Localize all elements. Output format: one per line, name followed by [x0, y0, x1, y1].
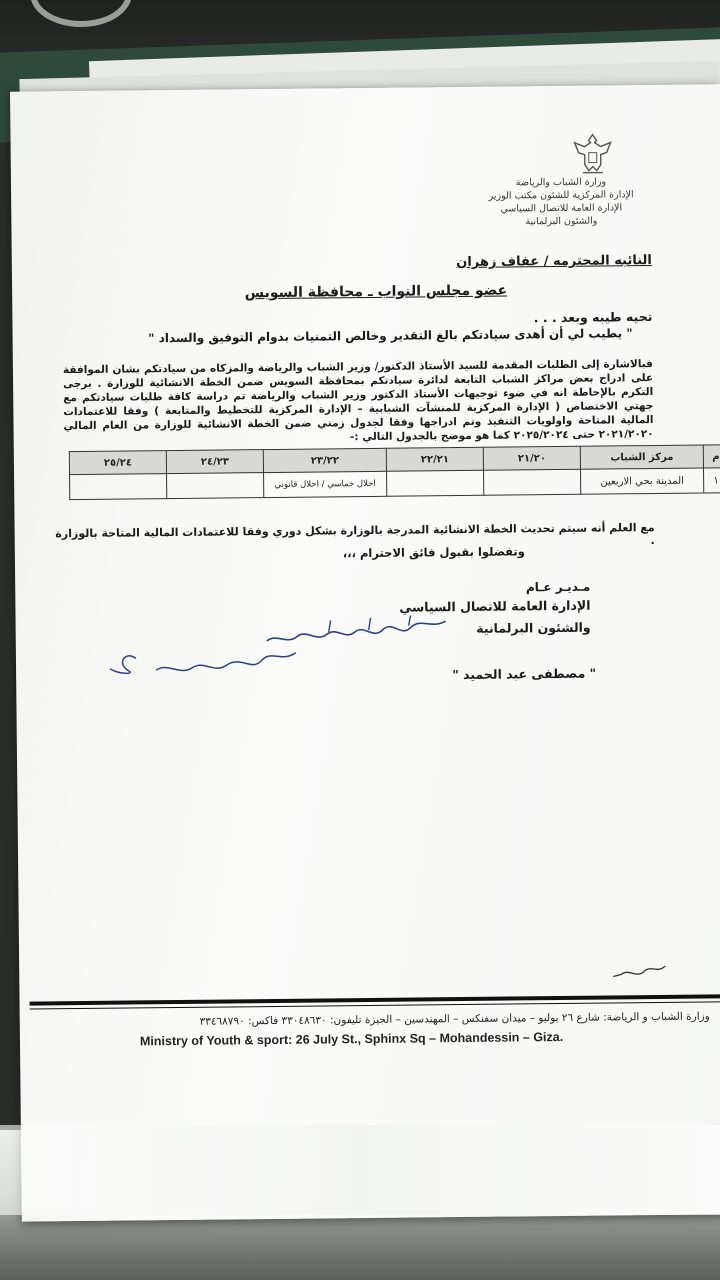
- table-cell: [167, 473, 264, 499]
- column-header: ٢٤/٢٣: [166, 450, 263, 474]
- footer-address-english: Ministry of Youth & sport: 26 July St., Sphinx Sq – Mohandessin – Giza.: [139, 1029, 564, 1049]
- note-text: مع العلم أنه سيتم تحديث الخطة الانشائية المدرجة بالوزارة بشكل دوري وفقا للاعتمادات المالية المتاحة بالوزارة .: [55, 520, 655, 548]
- closing-text: وتفضلوا بقبول فائق الاحترام ،،،: [342, 544, 525, 561]
- signatory-name: " مصطفى عبد الحميد ": [452, 665, 597, 683]
- footer-divider: [30, 994, 720, 1005]
- letterhead: [461, 175, 662, 229]
- column-header: م: [703, 445, 720, 468]
- signatory-title: مـديـر عـام: [525, 579, 591, 595]
- addressee: النائبه المحترمه / عفاف زهران: [456, 253, 652, 271]
- letter-page: [10, 84, 720, 1221]
- member-title: عضو مجلس النواب ـ محافظة السويس: [244, 282, 508, 302]
- column-header: ٢٣/٢٢: [263, 448, 386, 472]
- footer-address-arabic: وزارة الشباب و الرياضة: شارع ٢٦ يوليو – ميدان سفنكس – المهندسين – الجيزة تليفون: ٣٣٠٤٨٦٣٠ فاكس: ٣٣٤٦٨٧٩٠: [199, 1010, 710, 1028]
- table-cell: [70, 474, 167, 500]
- plastic-sleeve: [0, 1125, 720, 1215]
- handwritten-signature: [96, 639, 306, 681]
- table-cell: [484, 469, 581, 495]
- signatory-department: الإدارة العامة للاتصال السياسي: [399, 597, 591, 615]
- table-cell: [387, 470, 484, 496]
- letterhead-line: وزارة الشباب والرياضة: [515, 176, 607, 189]
- table-cell: ١: [703, 468, 720, 493]
- body-paragraph: فبالاشارة إلى الطلبات المقدمة للسيد الأستاذ الدكتور/ وزير الشباب والرياضة والمزكاه من سيادتكم بشان الموافقة على ادراج بعض مراكز الشباب التابعة لدائرة سيادتكم بمحافظة السويس ضمن الخطة الانشائية للوزارة . برجى التكرم بالإحاطة انه في ضوء توجيهات الأستاذ الدكتور وزير الشباب والرياضة تم دراسة كافة طلبات سيادتكم مع جهتي الاختصاص ( الإدارة المركزية للمنشآت الشبابية – الإدارة المركزية للتخطيط والمتابعة ) وفقا للاعتمادات المالية المتاحة واولويات التنفيذ وتم ادراجها وفقا لجدول زمني ضمن الخطة الانشائية للوزارة من العام المالي ٢٠٢١/٢٠٢٠ حتى ٢٠٢٥/٢٠٢٤ كما هو موضح بالجدول التالي :-: [62, 358, 654, 444]
- table-cell: المدينة بحي الاربعين: [581, 468, 704, 494]
- table-cell: احلال خماسي / احلال قانوني: [264, 471, 387, 497]
- eagle-emblem-icon: [570, 130, 614, 176]
- column-header: مركز الشباب: [580, 445, 703, 469]
- greeting: تحيه طيبه وبعد . . .: [533, 309, 653, 326]
- construction-plan-table: [69, 444, 720, 500]
- quote-line: " يطيب لي أن أهدى سيادتكم بالغ التقدير وخالص التمنيات بدوام التوفيق والسداد ": [148, 326, 633, 346]
- handwritten-mark: [609, 960, 669, 981]
- column-header: ٢٥/٢٤: [69, 451, 166, 475]
- letterhead-line: والشئون البرلمانية: [525, 215, 598, 228]
- letterhead-line: الإدارة العامة للاتصال السياسي: [500, 202, 623, 215]
- column-header: ٢١/٢٠: [483, 446, 580, 470]
- column-header: ٢٢/٢١: [386, 447, 483, 471]
- letterhead-line: الإدارة المركزية للشئون مكتب الوزير: [488, 189, 634, 202]
- signatory-department: والشئون البرلمانية: [476, 619, 591, 636]
